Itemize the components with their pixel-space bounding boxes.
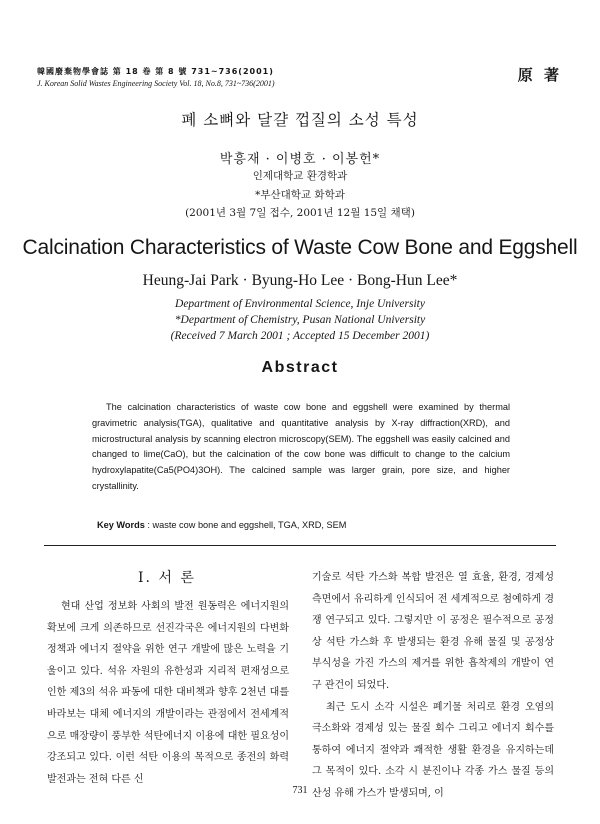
- english-title: Calcination Characteristics of Waste Cow Bone and Eggshell: [22, 236, 578, 259]
- abstract-body: The calcination characteristics of waste cow bone and eggshell were examined by thermal gravimetric analysis(TGA), qualitative and quantitative analysis by X-ray diffraction(XRD), and microstructural analysis by scanning electron microscopy(SEM). The eggshell was easily calcined and changed to lime(CaO), but the calcination of the cow bone was difficult to change to the calcium hydroxylapatite(Ca5(PO4)3OH). The calcined sample was larger grain, pore size, and higher crystallinity.: [92, 402, 510, 491]
- korean-affiliation-2: *부산대학교 화학과: [255, 189, 345, 201]
- korean-authors: 박흥재 · 이병호 · 이봉헌*: [219, 152, 381, 167]
- korean-received-dates: (2001년 3월 7일 접수, 2001년 12월 15일 채택): [185, 207, 415, 219]
- journal-citation-korean: 韓國廢棄物學會誌 第 18 卷 第 8 號 731~736(2001): [37, 67, 274, 76]
- article-type-label: 原 著: [517, 66, 562, 84]
- page-number: 731: [292, 785, 308, 796]
- english-authors: Heung-Jai Park · Byung-Ho Lee · Bong-Hun Lee*: [142, 272, 458, 289]
- korean-title: 폐 소뼈와 달걀 껍질의 소성 특성: [181, 111, 419, 129]
- keywords-text: : waste cow bone and eggshell, TGA, XRD, SEM: [147, 520, 347, 530]
- introduction-left-column: 현대 산업 정보화 사회의 발전 원동력은 에너지원의 확보에 크게 의존하므로 선진각국은 에너지원의 다변화 정책과 에너지 절약을 위한 연구 개발에 많은 노력을 기울이고 있다. 석유 자원의 유한성과 지리적 편재성으로 인한 제3의 석유 파동에 대한 대비책과 향후 2천년 대를 바라보는 대체 에너지의 개발이라는 관점에서 전세계적으로 매장량이 풍부한 석탄에너지 이용에 대한 필요성이 강조되고 있다. 이런 석탄 이용의 목적으로 종전의 화력 발전과는 전혀 다른 신: [47, 601, 289, 785]
- abstract-heading: Abstract: [261, 359, 339, 376]
- section-divider: [44, 545, 556, 546]
- keywords: [97, 520, 346, 530]
- introduction-right-column: [312, 567, 554, 805]
- introduction-heading: Ⅰ. 서 론: [138, 570, 196, 586]
- journal-citation-english: J. Korean Solid Wastes Engineering Society Vol. 18, No.8, 731~736(2001): [37, 79, 275, 88]
- english-affiliation-1: Department of Environmental Science, Inje University: [175, 298, 425, 310]
- english-received-dates: (Received 7 March 2001 ; Accepted 15 December 2001): [170, 330, 430, 342]
- english-affiliation-2: *Department of Chemistry, Pusan National University: [174, 314, 426, 326]
- journal-header: [37, 66, 275, 90]
- introduction-right-paragraph: 기술로 석탄 가스화 복합 발전은 열 효율, 환경, 경제성 측면에서 유리하게 인식되어 전 세계적으로 첨예하게 경쟁 연구되고 있다. 그렇지만 이 공정은 필수적으로 공정상 석탄 가스화 후 발생되는 환경 유해 물질 및 공정상 부식성을 가진 가스의 제거를 위한 흡착제의 개발이 연구 관건이 되었다.: [312, 572, 554, 691]
- keywords-label: Key Words: [97, 520, 145, 530]
- korean-affiliation-1: 인제대학교 환경학과: [252, 170, 348, 182]
- introduction-right-paragraph: 최근 도시 소각 시설은 폐기물 처리로 환경 오염의 극소화와 경제성 있는 물질 회수 그리고 에너지 회수를 통하여 에너지 절약과 쾌적한 생활 환경을 유지하는데 그 목적이 있다. 소각 시 분진이나 각종 가스 물질 등의 산성 유해 가스가 발생되며, 이: [312, 701, 554, 799]
